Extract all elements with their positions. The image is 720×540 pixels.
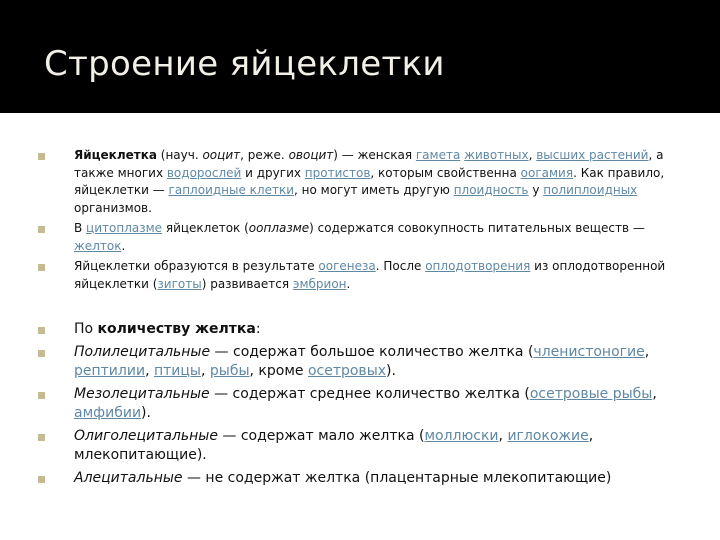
text-segment: . bbox=[121, 238, 126, 253]
yolk-classification-list bbox=[34, 320, 684, 488]
text-segment: : bbox=[255, 321, 261, 337]
italic-term: Мезолецитальные bbox=[74, 385, 210, 402]
text-segment: , bbox=[498, 427, 508, 444]
term-link[interactable]: рептилии bbox=[74, 363, 146, 379]
term-link[interactable]: животных bbox=[464, 148, 529, 162]
term-link[interactable]: членистоногие bbox=[533, 343, 645, 360]
italic-term: ооцит bbox=[202, 148, 241, 162]
text-segment: По bbox=[74, 321, 98, 337]
bullet-icon bbox=[38, 350, 45, 357]
text-segment: ) — женская bbox=[333, 148, 416, 162]
term-link[interactable]: полиплоидных bbox=[543, 183, 638, 197]
list-item bbox=[34, 343, 684, 382]
text-segment: у bbox=[528, 183, 544, 197]
text-segment: , bbox=[145, 363, 154, 379]
term-link[interactable]: осетровых bbox=[307, 363, 387, 379]
bullet-icon bbox=[38, 476, 45, 483]
term-link[interactable]: плоидность bbox=[453, 183, 529, 197]
text-segment: , bbox=[200, 363, 210, 379]
bold-term: Яйцеклетка bbox=[74, 148, 157, 162]
text-segment: ). bbox=[386, 363, 396, 379]
term-link[interactable]: гамета bbox=[415, 148, 461, 162]
bullet-icon bbox=[38, 153, 45, 160]
italic-term: овоцит bbox=[288, 148, 334, 162]
term-link[interactable]: оплодотворения bbox=[425, 259, 531, 273]
text-segment: — содержат мало желтка ( bbox=[217, 427, 425, 444]
italic-term: Олиголецитальные bbox=[74, 427, 218, 444]
term-link[interactable]: оогенеза bbox=[318, 259, 376, 273]
term-link[interactable]: зиготы bbox=[157, 276, 202, 291]
text-segment: Яйцеклетки образуются в результате bbox=[74, 259, 319, 273]
list-item bbox=[34, 385, 684, 424]
term-link[interactable]: амфибии bbox=[74, 405, 142, 421]
text-segment: организмов. bbox=[74, 200, 152, 215]
term-link[interactable]: оогамия bbox=[520, 165, 574, 180]
term-link[interactable]: протистов bbox=[304, 165, 371, 180]
list-item bbox=[34, 258, 684, 293]
text-segment: . Как правило, яйцеклетки — bbox=[74, 165, 665, 197]
bullet-icon bbox=[38, 264, 45, 271]
italic-term: ооплазме bbox=[248, 221, 310, 235]
bold-term: количеству желтка bbox=[97, 321, 256, 337]
bullet-icon bbox=[38, 327, 45, 334]
list-item bbox=[34, 320, 684, 340]
italic-term: Полилецитальные bbox=[74, 343, 211, 360]
term-link[interactable]: цитоплазме bbox=[86, 221, 163, 235]
list-item bbox=[34, 427, 684, 466]
text-segment: яйцеклеток ( bbox=[162, 221, 249, 235]
text-segment: — содержат большое количество желтка ( bbox=[210, 343, 534, 360]
text-segment: , кроме bbox=[249, 363, 308, 379]
text-segment: . После bbox=[375, 259, 426, 273]
text-segment: . bbox=[346, 276, 351, 291]
term-link[interactable]: рыбы bbox=[209, 363, 250, 379]
text-segment: ). bbox=[141, 405, 151, 421]
bullet-icon bbox=[38, 392, 45, 399]
text-segment: В bbox=[74, 221, 87, 235]
list-item bbox=[34, 147, 684, 217]
text-segment: , bbox=[644, 343, 650, 360]
bullet-icon bbox=[38, 434, 45, 441]
slide-title: Строение яйцеклетки bbox=[44, 44, 445, 84]
term-link[interactable]: желток bbox=[74, 238, 122, 253]
text-segment: , bbox=[528, 148, 537, 162]
text-segment: и других bbox=[241, 165, 305, 180]
text-segment: — содержат среднее количество желтка ( bbox=[209, 385, 530, 402]
text-segment: , а также многих bbox=[74, 148, 664, 180]
text-segment: — не содержат желтка (плацентарные млекопитающие) bbox=[182, 469, 612, 486]
text-segment: , реже. bbox=[240, 148, 289, 162]
text-segment: ) содержатся совокупность питательных веществ — bbox=[309, 221, 645, 235]
text-segment: из оплодотворенной яйцеклетки ( bbox=[74, 259, 666, 291]
list-item bbox=[34, 469, 684, 489]
term-link[interactable]: осетровые рыбы bbox=[529, 385, 653, 402]
term-link[interactable]: птицы bbox=[153, 363, 201, 379]
term-link[interactable]: высших растений bbox=[536, 148, 649, 162]
text-segment: , млекопитающие). bbox=[74, 427, 594, 463]
text-segment: (науч. bbox=[156, 148, 203, 162]
italic-term: Алецитальные bbox=[74, 469, 183, 486]
list-item bbox=[34, 220, 684, 255]
title-bar bbox=[0, 0, 720, 113]
bullet-icon bbox=[38, 226, 45, 233]
term-link[interactable]: эмбрион bbox=[292, 276, 347, 291]
text-segment: , которым свойственна bbox=[370, 165, 521, 180]
text-segment: ) развивается bbox=[201, 276, 293, 291]
term-link[interactable]: моллюски bbox=[424, 427, 499, 444]
text-segment: , но могут иметь другую bbox=[294, 183, 454, 197]
term-link[interactable]: гаплоидные клетки bbox=[168, 183, 295, 197]
definition-list bbox=[34, 147, 684, 293]
text-segment: , bbox=[652, 385, 657, 402]
term-link[interactable]: водорослей bbox=[166, 165, 242, 180]
term-link[interactable]: иглокожие bbox=[507, 427, 589, 444]
